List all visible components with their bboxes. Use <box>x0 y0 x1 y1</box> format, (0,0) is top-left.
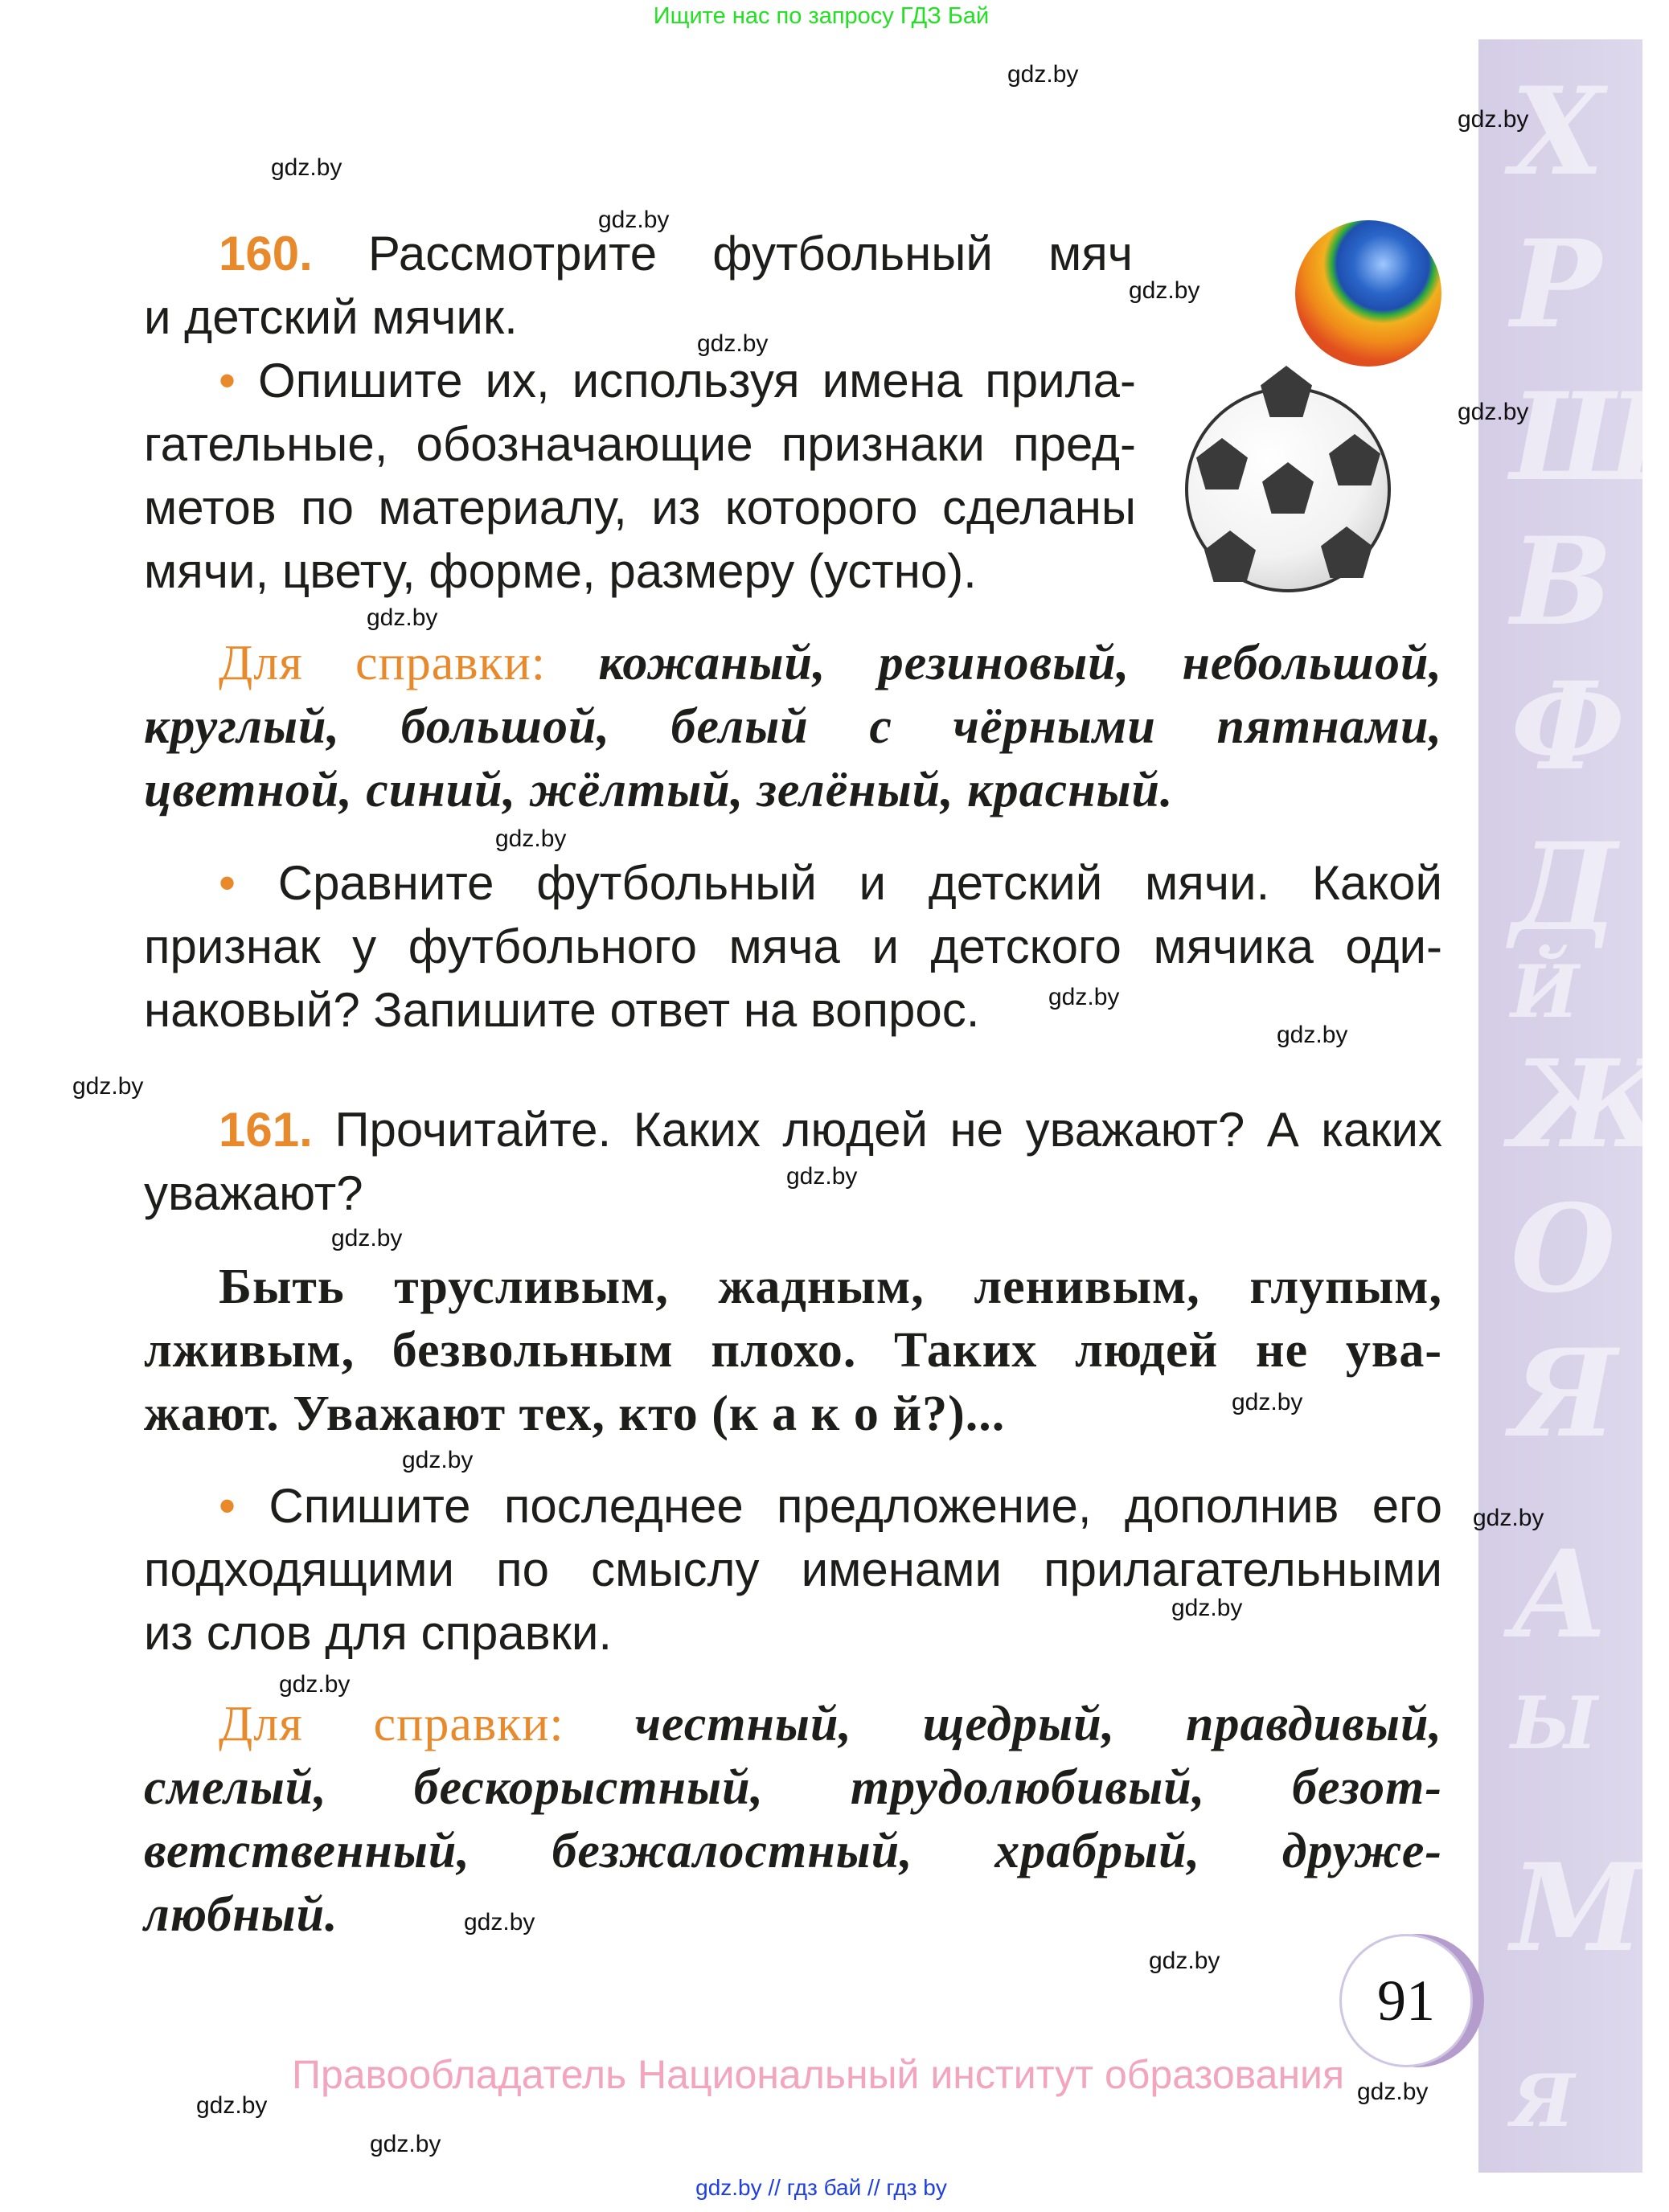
bullet-icon: • <box>219 856 236 910</box>
reference-160-line: цветной, синий, жёлтый, зелёный, красный. <box>144 763 1174 817</box>
watermark: gdz.by <box>271 154 342 181</box>
decorative-alphabet-sidebar <box>1478 39 1669 2173</box>
text-161-line: жают. Уважают тех, кто (к а к о й?)... <box>144 1387 1006 1441</box>
task-160-2-line <box>219 851 1442 916</box>
football-image <box>1185 387 1391 592</box>
task-text: Опишите их, используя имена прила- <box>258 354 1137 408</box>
text-161-line: Быть трусливым, жадным, ленивым, глупым, <box>219 1260 1442 1314</box>
exercise-title-text: Прочитайте. Каких людей не уважают? А каких <box>334 1103 1443 1157</box>
reference-160-line <box>219 631 1442 695</box>
copyright-notice: Правообладатель Национальный институт образования <box>292 2052 1345 2097</box>
exercise-number: 160. <box>219 227 313 281</box>
reference-161-line: смелый, бескорыстный, трудолюбивый, безот- <box>144 1760 1442 1815</box>
reference-words: честный, щедрый, правдивый, <box>634 1697 1442 1751</box>
sidebar-letter: Д <box>1511 817 1618 958</box>
exercise-number: 161. <box>219 1103 313 1157</box>
exercise-160-title <box>219 222 1133 286</box>
watermark: gdz.by <box>1357 2079 1429 2105</box>
watermark: gdz.by <box>1458 399 1529 425</box>
reference-161-line: любный. <box>144 1887 338 1942</box>
watermark: gdz.by <box>402 1447 474 1473</box>
ball-patch <box>1329 434 1380 485</box>
sidebar-letter: Ж <box>1511 1034 1669 1175</box>
watermark: gdz.by <box>598 207 670 233</box>
ball-patch <box>1196 438 1248 490</box>
page-number: 91 <box>1339 1934 1473 2067</box>
task-text: Сравните футбольный и детский мячи. Какой <box>277 856 1442 910</box>
ball-patch <box>1321 526 1372 578</box>
watermark: gdz.by <box>786 1163 858 1190</box>
child-ball-image <box>1295 220 1441 367</box>
sidebar-letter: Й <box>1511 949 1580 1034</box>
ball-patch <box>1261 366 1312 417</box>
sidebar-letter: М <box>1511 1837 1645 1979</box>
watermark: gdz.by <box>370 2131 441 2157</box>
task-160-2-line: наковый? Запишите ответ на вопрос. <box>144 983 980 1037</box>
watermark: gdz.by <box>331 1225 403 1251</box>
reference-161-line: ветственный, безжалостный, храбрый, друже- <box>144 1824 1442 1878</box>
watermark: gdz.by <box>196 2092 268 2119</box>
sidebar-letter: Я <box>1511 1323 1618 1464</box>
task-160-1-line: метов по материалу, из которого сделаны <box>144 481 1136 535</box>
exercise-161-title <box>219 1098 1442 1162</box>
sidebar-letter: Х <box>1511 61 1605 203</box>
watermark: gdz.by <box>1048 984 1120 1010</box>
task-160-1-line: мячи, цвету, форме, размеру (устно). <box>144 544 977 598</box>
bullet-icon: • <box>219 354 236 408</box>
exercise-title-text: Рассмотрите футбольный мяч <box>367 227 1134 281</box>
watermark: gdz.by <box>1149 1948 1220 1974</box>
task-161-line: из слов для справки. <box>144 1606 613 1660</box>
reference-160-line: круглый, большой, белый с чёрными пятнами, <box>144 699 1442 754</box>
reference-label: Для справки: <box>219 636 547 690</box>
task-160-1-line: гательные, обозначающие признаки пред- <box>144 417 1136 471</box>
sidebar-letter: А <box>1511 1524 1610 1665</box>
watermark: gdz.by <box>464 1909 535 1936</box>
watermark: gdz.by <box>367 604 438 631</box>
watermark: gdz.by <box>1232 1389 1303 1415</box>
text-161-line: лживым, безвольным плохо. Таких людей не ува- <box>144 1323 1442 1378</box>
sidebar-letter: Ш <box>1511 367 1664 508</box>
exercise-160-title-cont: и детский мячик. <box>144 290 518 344</box>
reference-161-line <box>219 1692 1442 1756</box>
watermark: gdz.by <box>1473 1505 1544 1531</box>
top-promo-note: Ищите нас по запросу ГДЗ Бай <box>653 3 990 29</box>
sidebar-letter: Ф <box>1511 656 1626 797</box>
task-161-line: подходящими по смыслу именами прилагательными <box>144 1542 1442 1596</box>
watermark: gdz.by <box>1171 1595 1243 1621</box>
watermark: gdz.by <box>279 1671 351 1698</box>
watermark: gdz.by <box>72 1073 144 1100</box>
watermark: gdz.by <box>1458 106 1529 133</box>
sidebar-letter: Я <box>1511 2058 1575 2144</box>
watermark: gdz.by <box>1007 61 1079 88</box>
sidebar-letter: О <box>1511 1178 1616 1320</box>
task-text: Спишите последнее предложение, дополнив его <box>269 1479 1442 1533</box>
exercise-161-title-cont: уважают? <box>144 1166 363 1220</box>
reference-words: кожаный, резиновый, небольшой, <box>598 636 1442 690</box>
task-160-1-line <box>219 349 1136 413</box>
task-161-line <box>219 1474 1442 1538</box>
ball-patch <box>1204 530 1256 582</box>
task-160-2-line: признак у футбольного мяча и детского мячика оди- <box>144 920 1442 973</box>
bullet-icon: • <box>219 1479 236 1533</box>
reference-label: Для справки: <box>219 1697 564 1751</box>
ball-patch <box>1262 462 1314 514</box>
watermark: gdz.by <box>1277 1022 1348 1048</box>
watermark: gdz.by <box>697 330 769 357</box>
watermark: gdz.by <box>1129 277 1200 304</box>
footer-links[interactable]: gdz.by // гдз бай // гдз by <box>695 2175 947 2200</box>
sidebar-letter: Р <box>1511 214 1601 355</box>
sidebar-letter: Ы <box>1511 1681 1598 1766</box>
sidebar-letter: В <box>1511 511 1613 653</box>
watermark: gdz.by <box>495 825 567 852</box>
